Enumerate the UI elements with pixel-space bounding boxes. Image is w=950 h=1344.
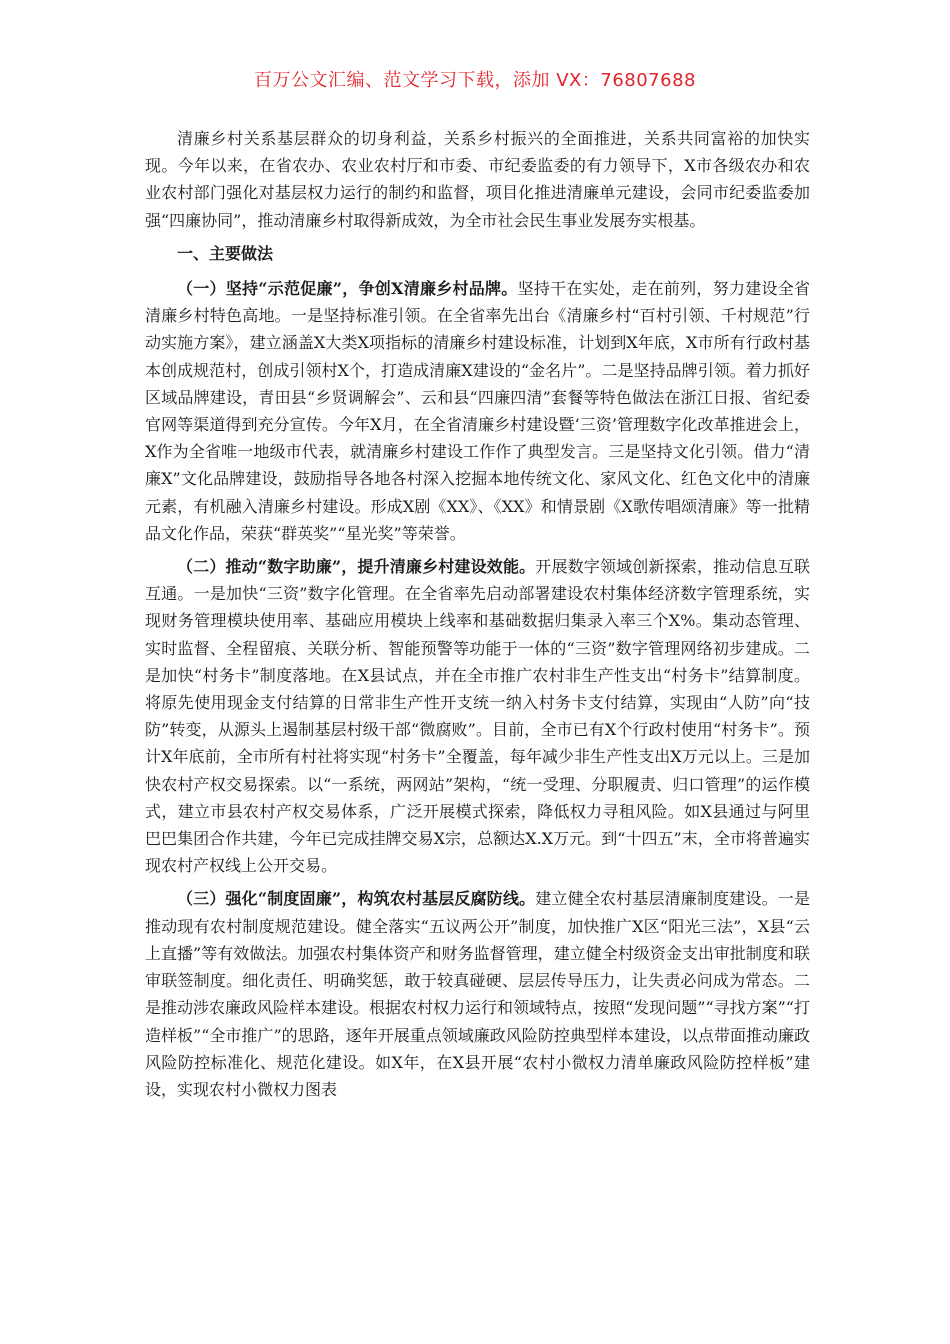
- paragraph-1: [145, 275, 810, 547]
- paragraph-2-lead: （二）推动“数字助廉”，提升清廉乡村建设效能。: [177, 557, 536, 577]
- paragraph-3-text: 建立健全农村基层清廉制度建设。一是推动现有农村制度规范建设。健全落实“五议两公开”制度，加快推广X区“阳光三法”，X县“云上直播”等有效做法。加强农村集体资产和财务监督管理，建立健全村级资金支出审批制度和联审联签制度。细化责任、明确奖惩，敢于较真碰硬、层层传导压力，让失责必问成为常态。二是推动涉农廉政风险样本建设。根据农村权力运行和领域特点，按照“发现问题”“寻找方案”“打造样板”“全市推广”的思路，逐年开展重点领域廉政风险防控典型样本建设，以点带面推动廉政风险防控标准化、规范化建设。如X年，在X县开展“农村小微权力清单廉政风险防控样板”建设，实现农村小微权力图表: [145, 889, 810, 1099]
- section-heading: 一、主要做法: [177, 243, 274, 263]
- download-banner: 百万公文汇编、范文学习下载，添加 VX：76807688: [254, 70, 696, 91]
- paragraph-1-lead: （一）坚持“示范促廉”，争创X清廉乡村品牌。: [177, 279, 518, 299]
- paragraph-2: [145, 553, 810, 879]
- paragraph-3: [145, 885, 810, 1103]
- intro-paragraph: 清廉乡村关系基层群众的切身利益，关系乡村振兴的全面推进，关系共同富裕的加快实现。今年以来，在省农办、农业农村厅和市委、市纪委监委的有力领导下，X市各级农办和农业农村部门强化对基层权力运行的制约和监督，项目化推进清廉单元建设，会同市纪委监委加强“四廉协同”，推动清廉乡村取得新成效，为全市社会民生事业发展夯实根基。: [145, 129, 810, 230]
- document-body: [145, 125, 810, 1109]
- paragraph-1-text: 坚持干在实处，走在前列，努力建设全省清廉乡村特色高地。一是坚持标准引领。在全省率先出台《清廉乡村“百村引领、千村规范”行动实施方案》，建立涵盖X大类X项指标的清廉乡村建设标准，计划到X年底，X市所有行政村基本创成规范村，创成引领村X个，打造成清廉X建设的“金名片”。二是坚持品牌引领。着力抓好区域品牌建设，青田县“乡贤调解会”、云和县“四廉四清”套餐等特色做法在浙江日报、省纪委官网等渠道得到充分宣传。今年X月，在全省清廉乡村建设暨‘三资’管理数字化改革推进会上，X作为全省唯一地级市代表，就清廉乡村建设工作作了典型发言。三是坚持文化引领。借力“清廉X”文化品牌建设，鼓励指导各地各村深入挖掘本地传统文化、家风文化、红色文化中的清廉元素，有机融入清廉乡村建设。形成X剧《XX》、《XX》和情景剧《X歌传唱颂清廉》等一批精品文化作品，荣获“群英奖”“星光奖”等荣誉。: [145, 279, 810, 543]
- paragraph-3-lead: （三）强化“制度固廉”，构筑农村基层反腐防线。: [177, 889, 536, 909]
- paragraph-2-text: 开展数字领域创新探索，推动信息互联互通。一是加快“三资”数字化管理。在全省率先启动部署建设农村集体经济数字管理系统，实现财务管理模块使用率、基础应用模块上线率和基础数据归集录入率三个X%。集动态管理、实时监督、全程留痕、关联分析、智能预警等功能于一体的“三资”数字管理网络初步建成。二是加快“村务卡”制度落地。在X县试点，并在全市推广农村非生产性支出“村务卡”结算制度。将原先使用现金支付结算的日常非生产性开支统一纳入村务卡支付结算，实现由“人防”向“技防”转变，从源头上遏制基层村级干部“微腐败”。目前，全市已有X个行政村使用“村务卡”。预计X年底前，全市所有村社将实现“村务卡”全覆盖，每年减少非生产性支出X万元以上。三是加快农村产权交易探索。以“一系统，两网站”架构，“统一受理、分职履责、归口管理”的运作模式，建立市县农村产权交易体系，广泛开展模式探索，降低权力寻租风险。如X县通过与阿里巴巴集团合作共建，今年已完成挂牌交易X宗，总额达X.X万元。到“十四五”末，全市将普遍实现农村产权线上公开交易。: [145, 557, 810, 876]
